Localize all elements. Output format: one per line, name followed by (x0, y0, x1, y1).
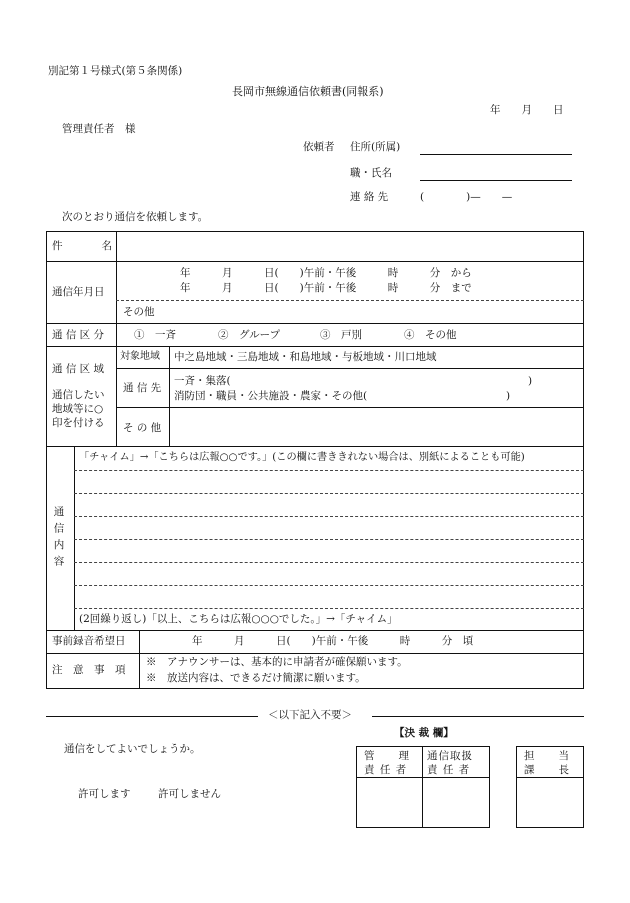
category-option-4[interactable]: ④ その他 (404, 329, 457, 341)
datetime-other[interactable]: その他 (123, 306, 155, 318)
destination-line-2-close: ) (506, 390, 511, 402)
record-date-field[interactable]: 年 月 日( )午前・午後 時 分 頃 (192, 635, 474, 647)
notes-label: 注 意 事 項 (52, 664, 126, 676)
page-title: 長岡市無線通信依頼書(同報系) (232, 85, 384, 98)
destination-line-1[interactable]: 一斉・集落( (174, 375, 231, 387)
target-area-options[interactable]: 中之島地域・三島地域・和島地域・与板地域・川口地域 (174, 351, 437, 363)
permit-option[interactable]: 許可します (78, 788, 131, 800)
area-label: 通 信 区 域 (52, 363, 105, 375)
datetime-to[interactable]: 年 月 日( )午前・午後 時 分 まで (180, 282, 472, 294)
content-top-text: 「チャイム」→「こちらは広報○○です。」(この欄に書ききれない場合は、別紙によることも可能) (79, 452, 525, 463)
operator-seal-field[interactable] (424, 780, 488, 826)
address-field[interactable] (420, 154, 572, 155)
decision-title: 【決 裁 欄】 (394, 727, 454, 739)
contact-field[interactable]: ( )— — (420, 191, 513, 203)
category-option-2[interactable]: ② グループ (218, 329, 281, 341)
category-option-3[interactable]: ③ 戸別 (320, 329, 362, 341)
area-note-1: 通信したい (52, 389, 105, 401)
divider-line-left (46, 716, 258, 717)
chief-seal-field[interactable] (518, 780, 582, 826)
contact-label: 連 絡 先 (350, 191, 389, 203)
content-label: 通信内容 (52, 506, 65, 572)
subject-field[interactable] (120, 236, 580, 258)
area-other-label: そ の 他 (123, 422, 162, 434)
category-label: 通 信 区 分 (52, 329, 105, 341)
area-note-3: 印を付ける (52, 417, 105, 429)
destination-label: 通 信 先 (123, 382, 162, 394)
manager-label-1: 管 理 (364, 750, 410, 762)
target-area-label: 対象地域 (120, 351, 160, 362)
datetime-from[interactable]: 年 月 日( )午前・午後 時 分 から (180, 267, 472, 279)
chief-label-1: 担 当 (524, 750, 570, 762)
address-label: 住所(所属) (350, 141, 401, 153)
destination-line-2[interactable]: 消防団・職員・公共施設・農家・その他( (174, 390, 368, 402)
record-label: 事前録音希望日 (52, 635, 126, 647)
date-field[interactable]: 年 月 日 (490, 104, 564, 116)
destination-line-1-close: ) (528, 375, 533, 387)
area-other-field[interactable] (174, 410, 580, 442)
chief-label-2: 課 長 (524, 764, 570, 776)
content-field[interactable] (79, 475, 579, 605)
divider-label: ＜以下記入不要＞ (268, 709, 352, 721)
manager-seal-field[interactable] (358, 780, 420, 826)
requester-label: 依頼者 (303, 141, 335, 153)
category-option-1[interactable]: ① 一斉 (134, 329, 176, 341)
operator-label-1: 通信取扱 (427, 750, 473, 762)
name-field[interactable] (420, 180, 572, 181)
operator-label-2: 責 任 者 (427, 764, 471, 776)
note-1: ※ アナウンサーは、基本的に申請者が確保願います。 (146, 656, 408, 668)
addressee: 管理責任者 様 (62, 123, 136, 135)
area-note-2: 地域等に○ (52, 403, 104, 415)
datetime-label: 通信年月日 (52, 286, 105, 298)
permission-question: 通信をしてよいでしょうか。 (64, 743, 201, 755)
subject-label: 件 名 (52, 240, 118, 252)
name-label: 職・氏名 (350, 167, 392, 179)
note-2: ※ 放送内容は、できるだけ簡潔に願います。 (146, 672, 366, 684)
intro-text: 次のとおり通信を依頼します。 (62, 211, 209, 223)
form-id: 別記第１号様式(第５条関係) (48, 65, 183, 77)
deny-option[interactable]: 許可しません (158, 788, 221, 800)
divider-line-right (372, 716, 584, 717)
manager-label-2: 責 任 者 (364, 764, 408, 776)
content-bottom-text: (2回繰り返し)「以上、こちらは広報○○○でした。」→「チャイム」 (79, 613, 398, 625)
